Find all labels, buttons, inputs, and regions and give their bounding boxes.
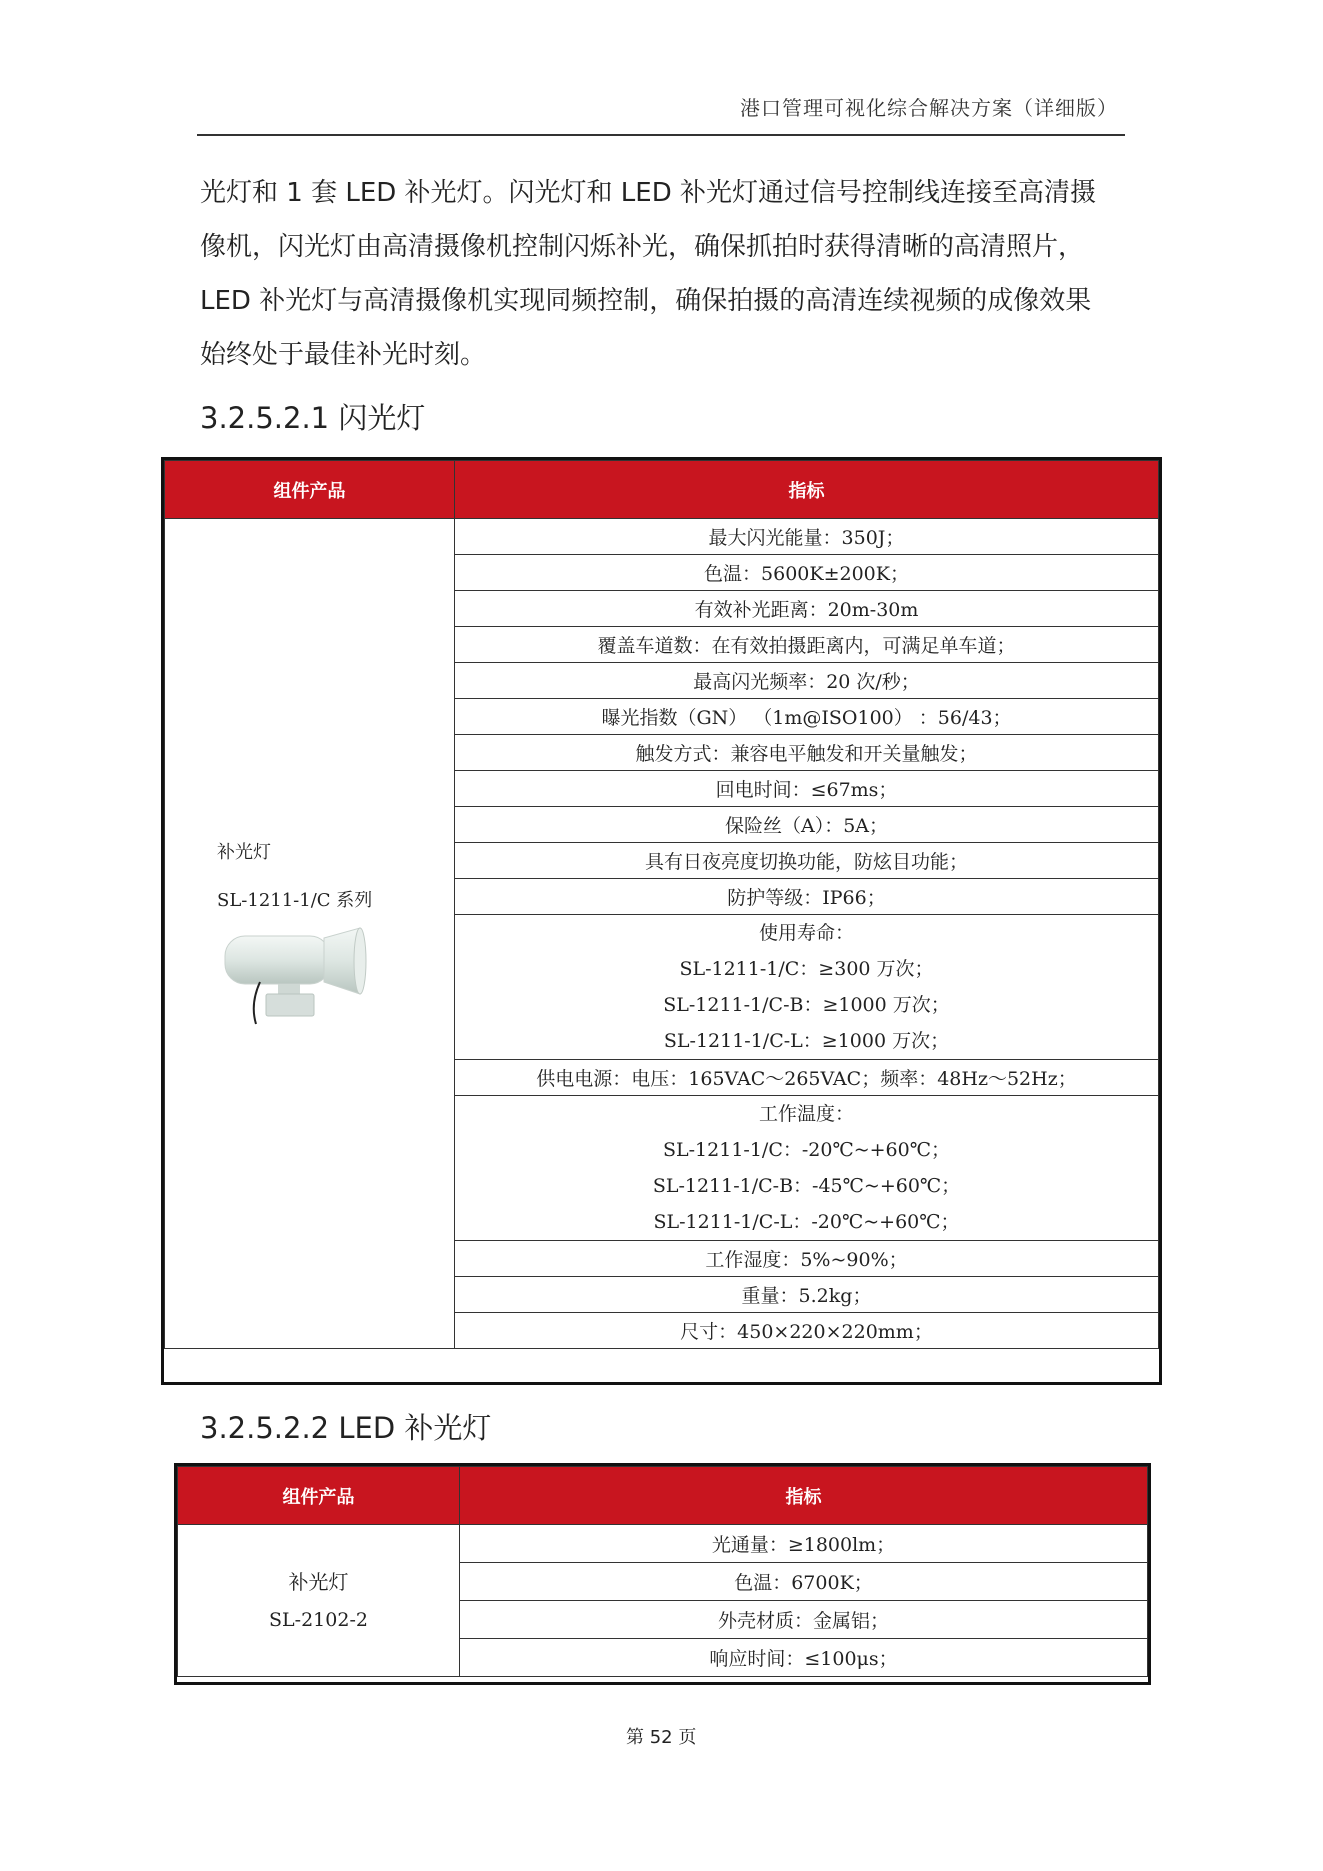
spec-cell: 覆盖车道数：在有效拍摄距离内，可满足单车道； xyxy=(455,627,1159,663)
column-header-product: 组件产品 xyxy=(165,461,455,519)
section1-heading: 3.2.5.2.1 闪光灯 xyxy=(200,401,426,435)
spec-cell: 重量：5.2kg； xyxy=(455,1277,1159,1313)
product-model: SL-1211-1/C 系列 xyxy=(217,890,373,911)
header-divider xyxy=(197,134,1125,136)
spec-line: SL-1211-1/C-B：-45℃~+60℃； xyxy=(652,1175,961,1197)
spec-cell: 尺寸：450×220×220mm； xyxy=(455,1313,1159,1349)
spec-cell: 工作湿度：5%~90%； xyxy=(455,1241,1159,1277)
intro-line: LED 补光灯与高清摄像机实现同频控制，确保拍摄的高清连续视频的成像效果 xyxy=(200,286,1092,316)
spec-cell: 供电电源：电压：165VAC～265VAC；频率：48Hz～52Hz； xyxy=(455,1060,1159,1096)
intro-paragraph xyxy=(200,166,1130,382)
product-model: SL-2102-2 xyxy=(269,1608,368,1631)
spec-cell: 色温：5600K±200K； xyxy=(455,555,1159,591)
spec-cell: 最高闪光频率：20 次/秒； xyxy=(455,663,1159,699)
product-cell xyxy=(165,519,455,1349)
intro-line: 光灯和 1 套 LED 补光灯。闪光灯和 LED 补光灯通过信号控制线连接至高清摄 xyxy=(200,178,1096,208)
spec-line: 工作温度： xyxy=(758,1103,854,1125)
header-title: 港口管理可视化综合解决方案（详细版） xyxy=(740,96,1118,120)
spec-line: SL-1211-1/C：≥300 万次； xyxy=(679,958,934,980)
table-row xyxy=(165,519,1159,555)
flash-lamp-spec-table xyxy=(161,457,1162,1385)
led-lamp-spec-table xyxy=(174,1463,1151,1685)
spec-cell: 保险丝（A）：5A； xyxy=(455,807,1159,843)
spec-cell: 回电时间：≤67ms； xyxy=(455,771,1159,807)
spec-cell: 具有日夜亮度切换功能，防炫目功能； xyxy=(455,843,1159,879)
spec-line: SL-1211-1/C：-20℃~+60℃； xyxy=(663,1139,950,1161)
spec-line: SL-1211-1/C-L：-20℃~+60℃； xyxy=(653,1211,960,1233)
table-row xyxy=(178,1525,1148,1563)
spec-cell: 色温：6700K； xyxy=(460,1563,1148,1601)
spec-cell xyxy=(455,1096,1159,1241)
intro-line: 像机，闪光灯由高清摄像机控制闪烁补光，确保抓拍时获得清晰的高清照片， xyxy=(200,232,1085,262)
spec-cell xyxy=(455,915,1159,1060)
page-number: 第 52 页 xyxy=(626,1727,697,1748)
spec-cell: 外壳材质：金属铝； xyxy=(460,1601,1148,1639)
intro-line: 始终处于最佳补光时刻。 xyxy=(200,340,487,370)
spec-cell: 防护等级：IP66； xyxy=(455,879,1159,915)
product-name: 补光灯 xyxy=(288,1569,349,1594)
spec-line: 使用寿命： xyxy=(758,922,854,944)
spec-cell: 最大闪光能量：350J； xyxy=(455,519,1159,555)
spec-line: SL-1211-1/C-L：≥1000 万次； xyxy=(663,1030,950,1052)
spec-cell: 有效补光距离：20m-30m xyxy=(455,591,1159,627)
column-header-spec: 指标 xyxy=(460,1467,1148,1525)
product-name: 补光灯 xyxy=(217,842,271,863)
spec-line: SL-1211-1/C-B：≥1000 万次； xyxy=(663,994,950,1016)
column-header-spec: 指标 xyxy=(455,461,1159,519)
spec-cell: 触发方式：兼容电平触发和开关量触发； xyxy=(455,735,1159,771)
column-header-product: 组件产品 xyxy=(178,1467,460,1525)
spec-cell: 曝光指数（GN） （1m@ISO100） ：56/43； xyxy=(455,699,1159,735)
flash-lamp-image xyxy=(220,924,370,1029)
spec-cell: 响应时间：≤100μs； xyxy=(460,1639,1148,1677)
section2-heading: 3.2.5.2.2 LED 补光灯 xyxy=(200,1411,492,1445)
product-cell xyxy=(178,1525,460,1677)
spec-cell: 光通量：≥1800lm； xyxy=(460,1525,1148,1563)
